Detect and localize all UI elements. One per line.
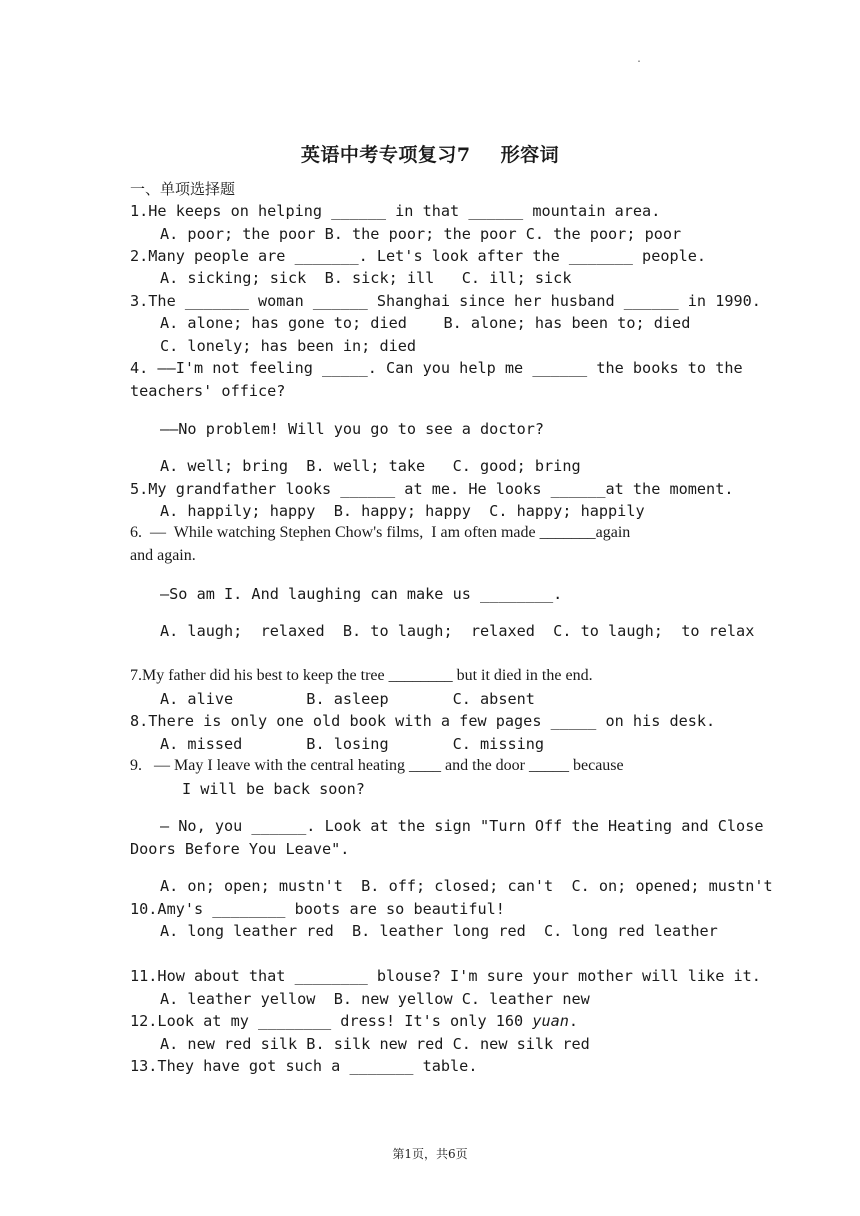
page-title	[0, 140, 860, 167]
page-footer: 第1页，共6页	[392, 1147, 468, 1161]
title-sub: 形容词	[500, 144, 560, 166]
options-11: A. leather yellow B. new yellow C. leather new	[160, 990, 590, 1008]
question-10: 10.Amy's ________ boots are so beautiful!	[130, 900, 505, 918]
question-6-reply: —So am I. And laughing can make us ________.	[160, 585, 563, 603]
question-8: 8.There is only one old book with a few pages _____ on his desk.	[130, 712, 716, 730]
options-5: A. happily; happy B. happy; happy C. happy; happily	[160, 502, 645, 520]
question-3: 3.The _______ woman ______ Shanghai since her husband ______ in 1990.	[130, 292, 761, 310]
question-7: 7.My father did his best to keep the tree ________ but it died in the end.	[130, 667, 593, 684]
section-heading: 一、单项选择题	[130, 180, 236, 198]
question-12-text: 12.Look at my ________ dress! It's only 160	[130, 1012, 533, 1030]
question-12	[130, 1010, 578, 1032]
options-7: A. alive B. asleep C. absent	[160, 690, 535, 708]
question-9-reply-cont: Doors Before You Leave".	[130, 840, 350, 858]
question-12-end: .	[568, 1012, 579, 1030]
options-2: A. sicking; sick B. sick; ill C. ill; sick	[160, 269, 572, 287]
question-6: 6. — While watching Stephen Chow's films, I am often made _______again	[130, 524, 631, 541]
question-5: 5.My grandfather looks ______ at me. He looks ______at the moment.	[130, 480, 734, 498]
question-9-reply: — No, you ______. Look at the sign "Turn Off the Heating and Close	[160, 817, 764, 835]
question-13: 13.They have got such a _______ table.	[130, 1057, 478, 1075]
page-mark: .	[636, 54, 643, 65]
question-4-reply: ——No problem! Will you go to see a doctor?	[160, 420, 545, 438]
options-10: A. long leather red B. leather long red C. long red leather	[160, 922, 718, 940]
question-11: 11.How about that ________ blouse? I'm sure your mother will like it.	[130, 967, 761, 985]
title-main: 英语中考专项复习7	[300, 144, 471, 166]
question-1: 1.He keeps on helping ______ in that ______ mountain area.	[130, 202, 661, 220]
options-3a: A. alone; has gone to; died B. alone; has been to; died	[160, 314, 691, 332]
options-9: A. on; open; mustn't B. off; closed; can't C. on; opened; mustn't	[160, 877, 773, 895]
question-9-cont: I will be back soon?	[182, 780, 365, 798]
question-9: 9. — May I leave with the central heating ____ and the door _____ because	[130, 757, 624, 774]
question-2: 2.Many people are _______. Let's look after the _______ people.	[130, 247, 707, 265]
question-6-cont: and again.	[130, 547, 196, 564]
options-6: A. laugh; relaxed B. to laugh; relaxed C. to laugh; to relax	[160, 622, 755, 640]
question-4-cont: teachers' office?	[130, 382, 286, 400]
options-4: A. well; bring B. well; take C. good; bring	[160, 457, 581, 475]
options-1: A. poor; the poor B. the poor; the poor C. the poor; poor	[160, 225, 682, 243]
options-3b: C. lonely; has been in; died	[160, 337, 417, 355]
question-4: 4. ——I'm not feeling _____. Can you help me ______ the books to the	[130, 359, 743, 377]
question-12-unit: yuan	[532, 1012, 569, 1030]
options-8: A. missed B. losing C. missing	[160, 735, 545, 753]
options-12: A. new red silk B. silk new red C. new silk red	[160, 1035, 590, 1053]
